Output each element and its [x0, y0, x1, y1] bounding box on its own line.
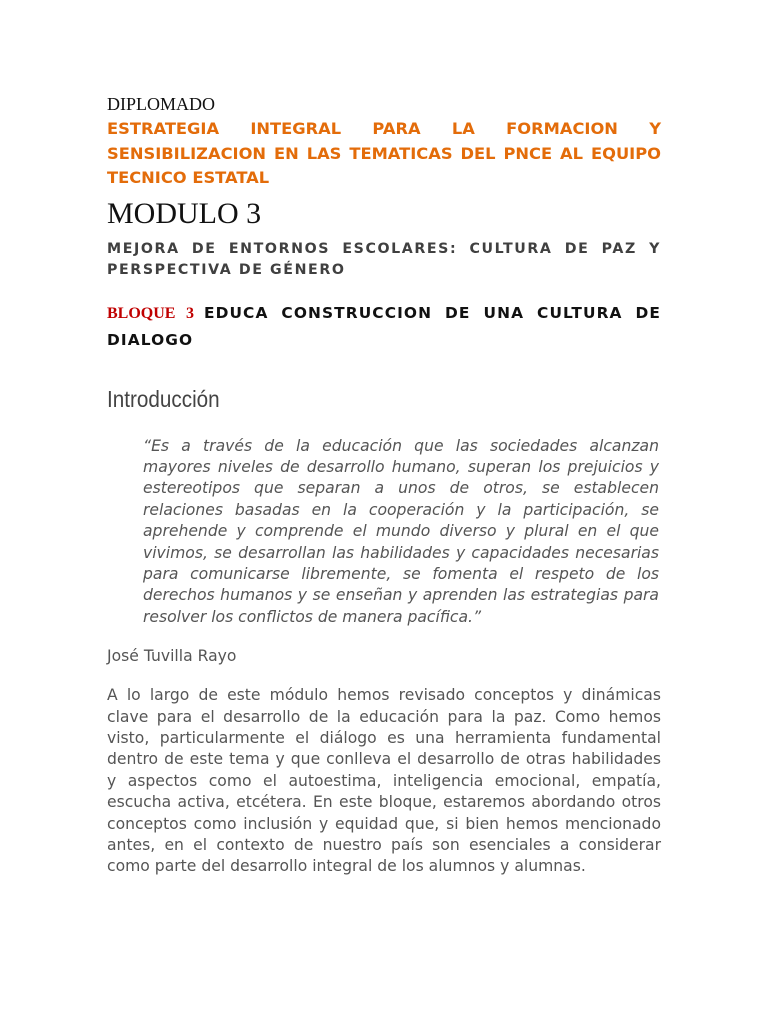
module-title: MODULO 3 — [107, 196, 262, 230]
block-heading — [107, 300, 661, 354]
intro-heading: Introducción — [107, 385, 220, 412]
module-subtitle: MEJORA DE ENTORNOS ESCOLARES: CULTURA DE PAZ Y PERSPECTIVA DE GÉNERO — [107, 240, 661, 278]
quote-author: José Tuvilla Rayo — [107, 647, 237, 666]
body-paragraph: A lo largo de este módulo hemos revisado conceptos y dinámicas clave para el desarrollo de la educación para la paz. Como hemos visto, particularmente el diálogo es una herramienta fundamental dentro de este tema y que conlleva el desarrollo de otras habilidades y aspectos como el autoestima, inteligencia emocional, empatía, escucha activa, etcétera. En este bloque, estaremos abordando otros conceptos como inclusión y equidad que, si bien hemos mencionado antes, en el contexto de nuestro país son esenciales a considerar como parte del desarrollo integral de los alumnos y alumnas. — [107, 686, 661, 876]
diplomado-label: DIPLOMADO — [107, 94, 215, 114]
block-label: BLOQUE 3 — [107, 304, 194, 322]
strategy-title: ESTRATEGIA INTEGRAL PARA LA FORMACION Y SENSIBILIZACION EN LAS TEMATICAS DEL PNCE AL EQUIPO TECNICO ESTATAL — [107, 119, 661, 187]
document-content — [107, 92, 661, 878]
intro-quote: “Es a través de la educación que las sociedades alcanzan mayores niveles de desarrollo humano, superan los prejuicios y estereotipos que separan a unos de otros, se establecen relaciones basadas en la cooperación y la participación, se aprehende y comprende el mundo diverso y plural en el que vivimos, se desarrollan las habilidades y capacidades necesarias para comunicarse libremente, se fomenta el respeto de los derechos humanos y se enseñan y aprenden las estrategias para resolver los conflictos de manera pacífica.” — [143, 436, 659, 626]
block-title: EDUCA CONSTRUCCION DE UNA CULTURA DE DIALOGO — [107, 303, 661, 349]
